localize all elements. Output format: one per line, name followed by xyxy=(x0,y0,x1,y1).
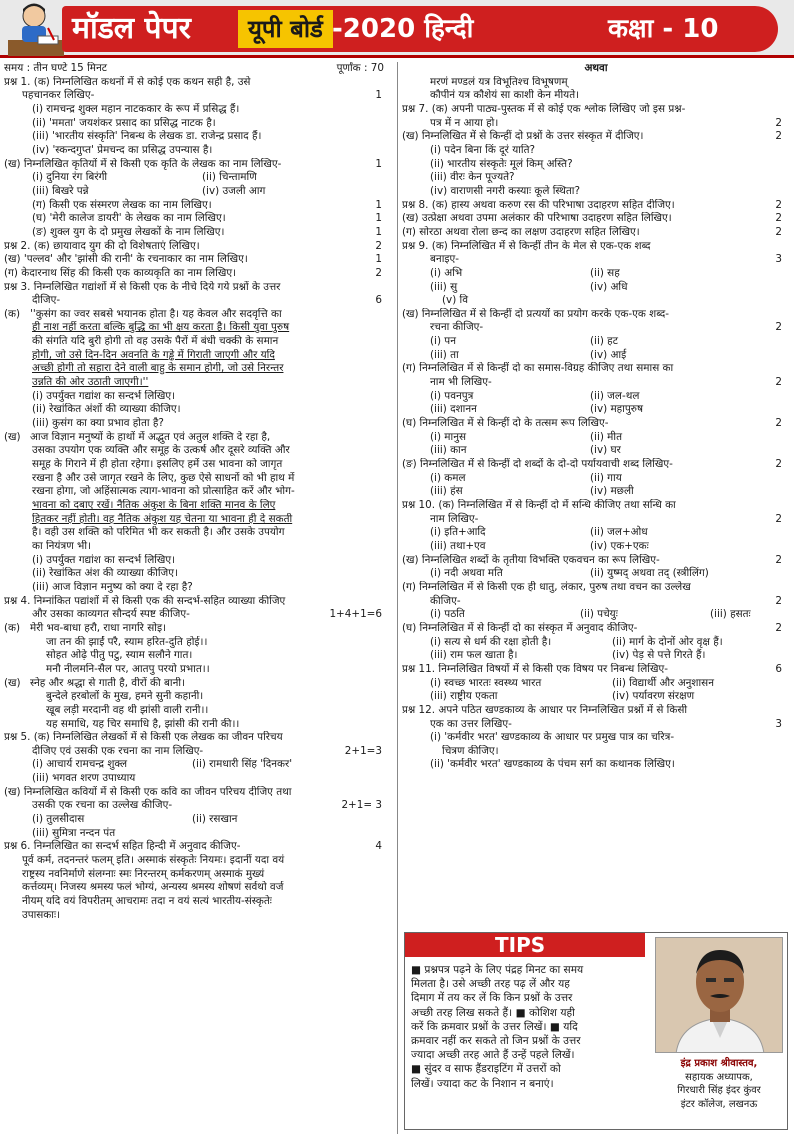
q10-gha-option: (ii) मार्ग के दोनों ओर वृक्ष हैं। xyxy=(612,635,723,648)
q3-kha-passage-line: उसका उपयोग एक व्यक्ति और समूह के उत्कर्ष और दूसरे व्यक्ति और xyxy=(32,444,290,457)
q9-option: (i) अभि xyxy=(430,266,463,279)
question-1 xyxy=(4,76,396,240)
q10-marks: 2 xyxy=(775,512,782,525)
q8-kha: (ख) उत्प्रेक्षा अथवा उपमा अलंकार की परिभाषा उदाहरण सहित लिखिए। xyxy=(402,212,672,225)
tips-line: अच्छी तरह लिख सकते हैं। ■ कोशिश यही xyxy=(411,1006,575,1019)
q9-option: (iii) सु xyxy=(430,280,458,293)
q5-kha-option: (iii) सुमित्रा नन्दन पंत xyxy=(32,826,116,839)
question-12 xyxy=(402,704,790,772)
q1-ka-line1: प्रश्न 1. (क) निम्नलिखित कथनों में से कोई एक कथन सही है, उसे xyxy=(4,75,251,88)
q7-kha: (ख) निम्नलिखित में से किन्हीं दो प्रश्नों के उत्तर संस्कृत में दीजिए। xyxy=(402,130,644,143)
q5-kha-marks: 2+1= 3 xyxy=(341,799,382,812)
tips-line: करें कि क्रमवार प्रश्नों के उत्तर लिखें। ■ यदि xyxy=(411,1020,578,1033)
q9-ga-line1: (ग) निम्नलिखित में से किन्हीं दो का समास-विग्रह कीजिए तथा समास का xyxy=(402,362,674,375)
question-2 xyxy=(4,240,396,281)
q1-da: (ङ) शुक्ल युग के दो प्रमुख लेखकों के नाम लिखिए। xyxy=(32,225,225,238)
q1-kha-option: (iii) बिखरे पन्ने xyxy=(32,184,89,197)
q2-ka-marks: 2 xyxy=(375,239,382,252)
q9-kha-option: (ii) हट xyxy=(590,335,618,348)
q7-option: (i) पदेन बिना किं दूरं याति? xyxy=(430,143,536,156)
q3-kha-subquestion: (ii) रेखांकित अंश की व्याख्या कीजिए। xyxy=(32,567,178,580)
q3-kha-passage-line: रखना होगा, जो अहिंसात्मक त्याग-भावना को प्रोत्साहित करें और भोग- xyxy=(32,485,295,498)
q3-ka-subquestion: (i) उपर्युक्त गद्यांश का सन्दर्भ लिखिए। xyxy=(32,389,176,402)
header-title: मॉडल पेपर xyxy=(72,11,191,46)
tips-line: लिखें। ज्यादा कट के निशान न बनाएं। xyxy=(411,1077,554,1090)
q3-ka-passage-line: की संगति यदि बुरी होगी तो वह उसके पैरों में बंधी चक्की के समान xyxy=(32,335,279,348)
q5-line1: प्रश्न 5. (क) निम्नलिखित लेखकों में से किसी एक लेखक का जीवन परिचय xyxy=(4,731,283,744)
q9-ga-option: (i) पवनपुत्र xyxy=(430,389,474,402)
question-8 xyxy=(402,199,790,240)
q12-option-line: (i) 'कर्मवीर भरत' खण्डकाव्य के आधार पर प्रमुख पात्र का चरित्र- xyxy=(430,731,675,744)
q9-line2: बनाइए- xyxy=(430,253,459,266)
q10-kha-marks: 2 xyxy=(775,553,782,566)
q1-gha-marks: 1 xyxy=(375,212,382,225)
exam-meta xyxy=(4,62,396,76)
q12-line1: प्रश्न 12. अपने पठित खण्डकाव्य के आधार पर निम्नलिखित प्रश्नों में से किसी xyxy=(402,703,688,716)
q3-line2: दीजिए- xyxy=(32,294,61,307)
q10-ga-marks: 2 xyxy=(775,594,782,607)
q9-kha-option: (iv) आई xyxy=(590,348,627,361)
q3-kha-label: (ख) xyxy=(4,430,21,443)
q1-option: (iii) 'भारतीय संस्कृति' निबन्ध के लेखक डा. राजेन्द्र प्रसाद हैं। xyxy=(32,130,262,143)
q8-ka: प्रश्न 8. (क) हास्य अथवा करुण रस की परिभाषा उदाहरण सहित दीजिए। xyxy=(402,198,675,211)
q9-ga-marks: 2 xyxy=(775,376,782,389)
q3-kha-passage-line: आज विज्ञान मनुष्यों के हाथों में अद्भुत एवं अतुल शक्ति दे रहा है, xyxy=(30,430,271,443)
q3-ka-passage-line: अच्छी होगी तो सहारा देने वाली बाहु के समान होगी, जो उसे निरन्तर xyxy=(32,362,284,375)
q5-option: (i) आचार्य रामचन्द्र शुक्ल xyxy=(32,758,128,771)
q10-gha-option: (iv) पेड़ से पत्ते गिरते हैं। xyxy=(612,649,706,662)
q9-line1: प्रश्न 9. (क) निम्नलिखित में से किन्हीं तीन के मेल से एक-एक शब्द xyxy=(402,239,651,252)
q9-kha-line2: रचना कीजिए- xyxy=(430,321,484,334)
q6-passage-line: पूर्व कर्म, तदनन्तरं फलम् इति। अस्माकं संस्कृतेः नियमः। इदानीं यदा वयं xyxy=(22,854,285,867)
q8-ga-marks: 2 xyxy=(775,225,782,238)
q9-option: (iv) अधि xyxy=(590,280,628,293)
q3-kha-passage-line: हितकर नहीं होती। वह नैतिक अंकुश यह चेतना या भावना ही दे सकती xyxy=(32,512,293,525)
q10-line1: प्रश्न 10. (क) निम्नलिखित में से किन्हीं दो में सन्धि कीजिए तथा सन्धि का xyxy=(402,499,676,511)
q1-ga-marks: 1 xyxy=(375,198,382,211)
q3-ka-subquestion: (ii) रेखांकित अंशों की व्याख्या कीजिए। xyxy=(32,403,181,416)
q7-option: (ii) भारतीय संस्कृतेः मूलं किम् अस्ति? xyxy=(430,157,573,170)
q5-kha-line1: (ख) निम्नलिखित कवियों में से किसी एक कवि का जीवन परिचय दीजिए तथा xyxy=(4,785,292,798)
author-photo xyxy=(655,937,783,1053)
q9-gha: (घ) निम्नलिखित में से किन्हीं दो के तत्सम रूप लिखिए- xyxy=(402,417,609,430)
header-class: कक्षा - 10 xyxy=(608,14,719,44)
q9-gha-option: (i) मानुस xyxy=(430,430,466,443)
q7-line1: प्रश्न 7. (क) अपनी पाठ्य-पुस्तक में से कोई एक श्लोक लिखिए जो इस प्रश्न- xyxy=(402,102,686,115)
q3-kha-subquestion: (i) उपर्युक्त गद्यांश का सन्दर्भ लिखिए। xyxy=(32,553,176,566)
tips-line: मिलता है। उसे अच्छी तरह पढ़ लें और यह xyxy=(411,978,570,991)
sanskrit-verse-line: मरणं मण्डलं यत्र विभूतिश्च विभूषणम् xyxy=(430,75,568,88)
q9-gha-option: (iii) कान xyxy=(430,444,467,457)
question-3 xyxy=(4,281,396,595)
q10-kha: (ख) निम्नलिखित शब्दों के तृतीया विभक्ति एकवचन का रूप लिखिए- xyxy=(402,553,660,566)
q9-gha-option: (ii) मीत xyxy=(590,430,623,443)
q3-ka-subquestion: (iii) कुसंग का क्या प्रभाव होता है? xyxy=(32,417,164,430)
q10-gha-option: (i) सत्य से धर्म की रक्षा होती है। xyxy=(430,635,552,648)
q3-kha-subquestion: (iii) आज विज्ञान मनुष्य को क्या दे रहा है? xyxy=(32,580,193,593)
q2-ga: (ग) केदारनाथ सिंह की किसी एक काव्यकृति का नाम लिखिए। xyxy=(4,266,237,279)
q4-kha-verse-line: खूब लड़ी मरदानी वह थी झांसी वाली रानी।। xyxy=(46,703,209,716)
exam-marks: पूर्णांक : 70 xyxy=(336,62,384,74)
q3-kha-passage-line: का नियंत्रण भी। xyxy=(32,539,91,552)
q4-ka-verse-line: मनौ नीलमनि-सैल पर, आतपु परयो प्रभात।। xyxy=(46,662,210,675)
q4-ka-label: (क) xyxy=(4,621,21,634)
q10-option: (iv) एक+एकः xyxy=(590,539,649,552)
q9-kha-option: (iii) ता xyxy=(430,348,459,361)
q4-marks: 1+4+1=6 xyxy=(329,608,382,621)
q1-kha-option: (i) दुनिया रंग बिरंगी xyxy=(32,171,108,184)
q1-gha: (घ) 'मेरी कालेज डायरी' के लेखक का नाम लिखिए। xyxy=(32,212,226,225)
q1-option: (i) रामचन्द्र शुक्ल महान नाटककार के रूप में प्रसिद्ध हैं। xyxy=(32,102,240,115)
q9-option: (v) वि xyxy=(442,294,469,307)
question-4 xyxy=(4,595,396,732)
question-11 xyxy=(402,663,790,704)
q9-gha-marks: 2 xyxy=(775,417,782,430)
q3-ka-passage-line: उन्नति की ओर उठाती जाएगी।'' xyxy=(32,376,149,389)
page-header xyxy=(0,0,794,58)
q10-ga-line1: (ग) निम्नलिखित में से किसी एक ही धातु, लंकार, पुरुष तथा वचन का उल्लेख xyxy=(402,580,691,593)
q9-da-option: (i) कमल xyxy=(430,471,466,484)
q11-option: (ii) विद्यार्थी और अनुशासन xyxy=(612,676,714,689)
q1-ga: (ग) किसी एक संस्मरण लेखक का नाम लिखिए। xyxy=(32,198,212,211)
exam-time: समय : तीन घण्टे 15 मिनट xyxy=(4,62,107,74)
author-name: इंद्र प्रकाश श्रीवास्तव, xyxy=(680,1058,758,1069)
q5-option: (ii) रामधारी सिंह 'दिनकर' xyxy=(192,758,293,771)
q9-kha-line1: (ख) निम्नलिखित में से किन्हीं दो प्रत्ययों का प्रयोग करके एक-एक शब्द- xyxy=(402,307,669,320)
q7-line2: पत्र में न आया हो। xyxy=(430,116,499,129)
q5-marks: 2+1=3 xyxy=(344,744,382,757)
q7-option: (iii) वीरः केन पूज्यते? xyxy=(430,171,515,184)
q4-line2: और उसका काव्यगत सौन्दर्य स्पष्ट कीजिए- xyxy=(32,608,190,621)
q8-ga: (ग) सोरठा अथवा रोला छन्द का लक्षण उदाहरण सहित लिखिए। xyxy=(402,225,640,238)
tips-text xyxy=(411,963,649,1091)
q11-marks: 6 xyxy=(775,662,782,675)
q5-kha-line2: उसकी एक रचना का उल्लेख कीजिए- xyxy=(32,799,173,812)
sanskrit-verse-line: कौपीनं यत्र कौशेयं सा काशी केन मीयते। xyxy=(430,89,580,102)
q4-kha-verse-line: बुन्देले हरबोलों के मुख, हमने सुनी कहानी। xyxy=(46,690,204,703)
q9-gha-option: (iv) घर xyxy=(590,444,621,457)
q4-ka-verse-line: जा तन की झाईं परै, स्याम हरित-दुति होई।। xyxy=(46,635,208,648)
q9-marks: 3 xyxy=(775,253,782,266)
q9-ga-line2: नाम भी लिखिए- xyxy=(430,376,492,389)
q1-da-marks: 1 xyxy=(375,225,382,238)
tips-line: ■ प्रश्नपत्र पढ़ने के लिए पंद्रह मिनट का समय xyxy=(411,964,584,976)
tips-line: ■ सुंदर व साफ हैंडराइटिंग में उत्तरों को xyxy=(411,1063,561,1076)
header-board-label: यूपी बोर्ड xyxy=(238,10,333,48)
q4-ka-verse-line: मेरी भव-बाधा हरौ, राधा नागरि सोइ। xyxy=(30,621,166,634)
q2-ka: प्रश्न 2. (क) छायावाद युग की दो विशेषताएं लिखिए। xyxy=(4,239,200,252)
q1-kha-option: (iv) उजली आग xyxy=(202,184,266,197)
q10-option: (ii) जल+ओध xyxy=(590,526,648,539)
q10-gha-option: (iii) राम फल खाता है। xyxy=(430,649,518,662)
tips-line: ज्यादा अच्छी तरह आते हैं उन्हें पहले लिखें। xyxy=(411,1049,575,1062)
q10-option: (iii) तथा+एव xyxy=(430,539,486,552)
athva-heading: अथवा xyxy=(584,62,608,74)
q9-da-option: (ii) गाय xyxy=(590,471,622,484)
q11-option: (iii) राष्ट्रीय एकता xyxy=(430,690,498,703)
q9-da: (ङ) निम्नलिखित में से किन्हीं दो शब्दों के दो-दो पर्यायवाची शब्द लिखिए- xyxy=(402,458,673,471)
q6-passage-line: कर्त्तव्यम्। निजस्य श्रमस्य फलं भोग्यं, अन्यस्य श्रमस्य शोषणं सर्वथो वर्ज xyxy=(22,881,284,894)
q6-line1: प्रश्न 6. निम्नलिखित का सन्दर्भ सहित हिन्दी में अनुवाद कीजिए- xyxy=(4,840,241,853)
column-divider xyxy=(397,62,398,1134)
q3-kha-passage-line: है। वही उस शक्ति को परिमित भी कर सकती है। और उसके उपयोग xyxy=(32,526,285,539)
q1-option: (ii) 'ममता' जयशंकर प्रसाद का प्रसिद्ध नाटक है। xyxy=(32,116,216,129)
q12-marks: 3 xyxy=(775,717,782,730)
q10-ga-line2: कीजिए- xyxy=(430,594,461,607)
q10-option: (i) इति+आदि xyxy=(430,526,486,539)
q5-option: (iii) भगवत शरण उपाध्याय xyxy=(32,772,136,785)
q4-kha-label: (ख) xyxy=(4,676,21,689)
q12-option-line: (ii) 'कर्मवीर भरत' खण्डकाव्य के पंचम सर्ग का कथानक लिखिए। xyxy=(430,758,675,771)
tips-line: दिमाग में तय कर लें कि किन प्रश्नों के उत्तर xyxy=(411,992,573,1005)
q9-ga-option: (ii) जल-थल xyxy=(590,389,640,402)
q11-option: (iv) पर्यावरण संरक्षण xyxy=(612,690,695,703)
q5-kha-option: (ii) रसखान xyxy=(192,813,238,826)
q2-kha: (ख) 'पल्लव' और 'झांसी की रानी' के रचनाकार का नाम लिखिए। xyxy=(4,253,248,266)
author-school: गिरधारी सिंह इंदर कुंवर xyxy=(677,1085,761,1096)
q2-kha-marks: 1 xyxy=(375,253,382,266)
q5-kha-option: (i) तुलसीदास xyxy=(32,813,85,826)
q3-ka-passage-line: होगी, जो उसे दिन-दिन अवनति के गड्ढे में गिराती जाएगी और यदि xyxy=(32,348,275,361)
q6-marks: 4 xyxy=(375,840,382,853)
q3-kha-passage-line: भावना को दबाए रखें। नैतिक अंकुश के बिना शक्ति मानव के लिए xyxy=(32,499,276,511)
q4-ka-verse-line: सोहत ओढ़े पीतु पटु, स्याम सलौने गात। xyxy=(46,649,193,662)
q1-ka-marks: 1 xyxy=(375,89,382,102)
q6-passage-line: नीयम् यदि वयं विपरीतम् आचरामः तदा न वयं सत्यं भारतीय-संस्कृतेः xyxy=(22,895,272,908)
q1-option: (iv) 'स्कन्दगुप्त' प्रेमचन्द का प्रसिद्ध उपन्यास है। xyxy=(32,143,213,156)
q7-kha-marks: 2 xyxy=(775,130,782,143)
q10-ga-option: (ii) पचेयुः xyxy=(580,608,618,621)
student-writing-illustration xyxy=(8,2,64,56)
q1-kha: (ख) निम्नलिखित कृतियों में से किसी एक कृति के लेखक का नाम लिखिए- xyxy=(4,157,282,170)
q12-option-line: चित्रण कीजिए। xyxy=(442,744,499,757)
q3-ka-passage-line: ही नाश नहीं करता बल्कि बुद्धि का भी क्षय करता है। किसी युवा पुरुष xyxy=(32,321,290,334)
tips-title: TIPS xyxy=(405,933,645,957)
q3-marks: 6 xyxy=(375,294,382,307)
header-year-subject: -2020 हिन्दी xyxy=(332,14,474,44)
q9-da-option: (iv) मछली xyxy=(590,485,634,498)
q10-ga-option: (iii) हसतः xyxy=(710,608,751,621)
q1-ka-line2: पहचानकर लिखिए- xyxy=(22,89,95,102)
author-place: इंटर कॉलेज, लखनऊ xyxy=(680,1098,758,1110)
q4-kha-verse-line: यह समाधि, यह चिर समाधि है, झांसी की रानी की।। xyxy=(46,717,240,730)
q8-ka-marks: 2 xyxy=(775,198,782,211)
q10-kha-option: (ii) युष्मद् अथवा तद् (स्त्रीलिंग) xyxy=(590,567,709,580)
q6-passage-line: राष्ट्रस्य नवनिर्माणे संलग्नाः स्मः निरन्तरम् कर्मकरणम् अस्माकं मुख्यं xyxy=(22,867,265,880)
q9-da-marks: 2 xyxy=(775,458,782,471)
q3-ka-passage-line: ''कुसंग का ज्वर सबसे भयानक होता है। यह केवल और सदवृत्ति का xyxy=(30,307,282,320)
q3-line1: प्रश्न 3. निम्नलिखित गद्यांशों में से किसी एक के नीचे दिये गये प्रश्नों के उत्तर xyxy=(4,280,281,293)
q5-line2: दीजिए एवं उसकी एक रचना का नाम लिखिए- xyxy=(32,744,204,757)
q9-kha-option: (i) पन xyxy=(430,335,456,348)
author-role: सहायक अध्यापक, xyxy=(685,1071,753,1083)
q9-kha-marks: 2 xyxy=(775,321,782,334)
q10-gha-marks: 2 xyxy=(775,621,782,634)
q1-kha-marks: 1 xyxy=(375,157,382,170)
q10-gha: (घ) निम्नलिखित में से किन्हीं दो का संस्कृत में अनुवाद कीजिए- xyxy=(402,621,638,634)
question-7 xyxy=(402,103,790,199)
q2-ga-marks: 2 xyxy=(375,266,382,279)
q12-line2: एक का उत्तर लिखिए- xyxy=(430,717,512,730)
left-column xyxy=(4,62,396,1134)
tips-box xyxy=(404,932,788,1130)
q11-option: (i) स्वच्छ भारतः स्वस्थ्य भारत xyxy=(430,676,542,689)
q10-kha-option: (i) नदी अथवा मति xyxy=(430,567,503,580)
q6-passage-line: उपासकाः। xyxy=(22,908,61,921)
q3-kha-passage-line: रखना है और उसे जागृत रखने के लिए, कुछ ऐसे साधनों को भी हाथ में xyxy=(32,471,295,484)
q3-ka-label: (क) xyxy=(4,307,21,320)
question-9 xyxy=(402,240,790,499)
tips-line: क्रमवार नहीं कर सकते तो जिन प्रश्नों के उत्तर xyxy=(411,1035,581,1048)
q3-kha-passage-line: समूह के गिराने में ही होता रहेगा। इसलिए हमें उस भावना को जागृत xyxy=(32,458,283,471)
q7-marks: 2 xyxy=(775,116,782,129)
question-6 xyxy=(4,840,396,922)
question-5 xyxy=(4,731,396,840)
q10-ga-option: (i) पठति xyxy=(430,608,465,621)
q4-line1: प्रश्न 4. निम्नांकित पद्यांशों में से किसी एक की सन्दर्भ-सहित व्याख्या कीजिए xyxy=(4,594,286,607)
q9-ga-option: (iv) महापुरुष xyxy=(590,403,643,416)
q1-kha-option: (ii) चिन्तामणि xyxy=(202,171,257,184)
q7-option: (iv) वाराणसी नगरी कस्याः कूले स्थिता? xyxy=(430,184,581,197)
q9-da-option: (iii) हंस xyxy=(430,485,463,498)
q8-kha-marks: 2 xyxy=(775,212,782,225)
q10-line2: नाम लिखिए- xyxy=(430,512,479,525)
q11-line1: प्रश्न 11. निम्नलिखित विषयों में से किसी एक विषय पर निबन्ध लिखिए- xyxy=(402,662,668,675)
question-10 xyxy=(402,499,790,663)
q9-ga-option: (iii) दशानन xyxy=(430,403,477,416)
q4-kha-verse-line: स्नेह और श्रद्धा से गाती है, वीरों की बानी। xyxy=(30,676,186,689)
q9-option: (ii) सह xyxy=(590,266,620,279)
author-credit xyxy=(651,1057,787,1111)
